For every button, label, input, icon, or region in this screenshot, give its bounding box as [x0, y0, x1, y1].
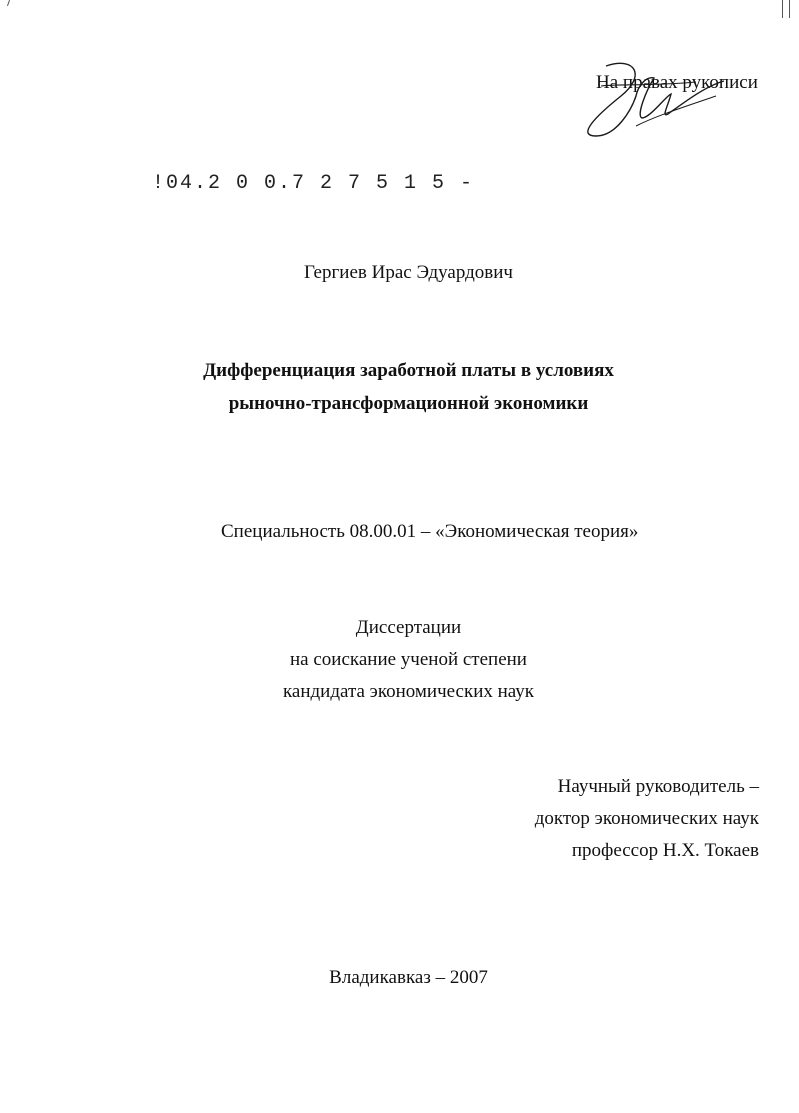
supervisor-role: Научный руководитель –: [557, 776, 759, 797]
supervisor-degree: доктор экономических наук: [534, 808, 759, 829]
scan-mark: [7, 0, 10, 6]
thesis-title-line-1: Дифференциация заработной платы в условиях: [203, 360, 614, 381]
scan-mark: [789, 0, 790, 18]
archive-number-stamp: !04.2 0 0.7 2 7 5 1 5 -: [152, 172, 475, 195]
dissertation-line-2: на соискание ученой степени: [290, 649, 527, 670]
scan-mark: [782, 0, 783, 18]
handwritten-signature: [576, 56, 726, 146]
dissertation-line-3: кандидата экономических наук: [282, 681, 535, 702]
author-name: Гергиев Ирас Эдуардович: [304, 262, 513, 283]
specialty-line: Специальность 08.00.01 – «Экономическая теория»: [221, 521, 639, 542]
rights-note: На правах рукописи: [596, 72, 758, 93]
dissertation-line-1: Диссертации: [355, 617, 462, 638]
thesis-title-line-2: рыночно-трансформационной экономики: [228, 393, 589, 414]
supervisor-name: профессор Н.Х. Токаев: [571, 840, 759, 861]
city-year: Владикавказ – 2007: [329, 967, 488, 988]
